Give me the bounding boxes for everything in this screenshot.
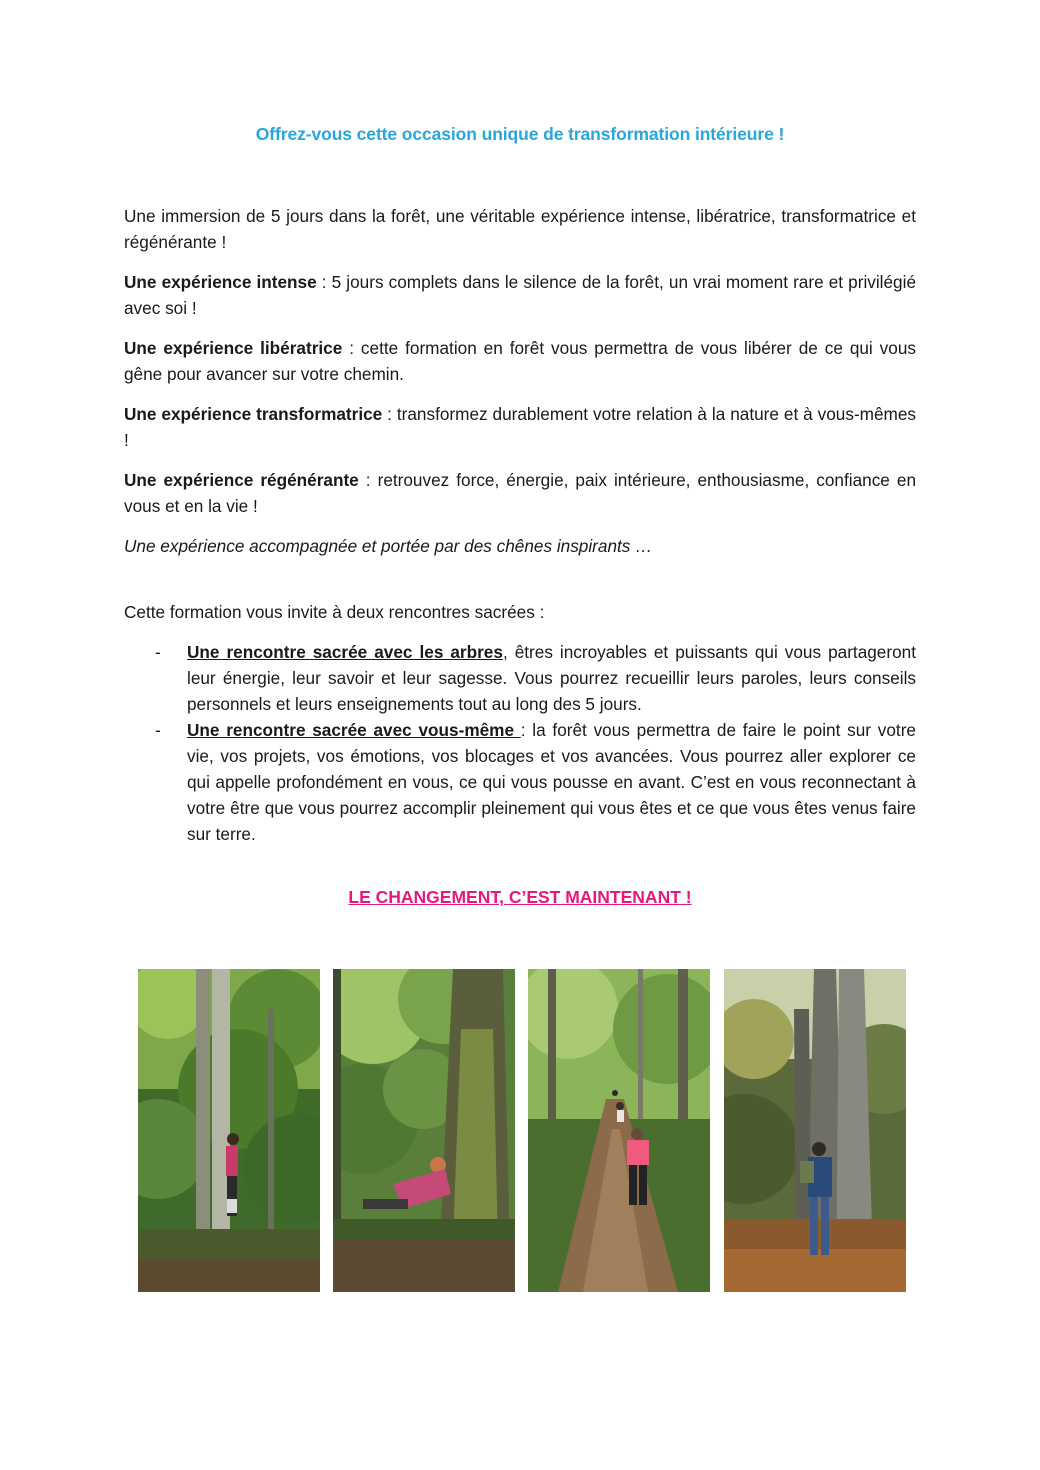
list-dash: - [155,642,161,662]
experience-paragraph-transformatrice [124,401,916,453]
encounter-text: , êtres incroyables et puissants qui vous partageront leur énergie, leur savoir et leur sagesse. Vous pourrez recueillir leurs paroles, leurs conseils personnels et leurs enseignements tout au long des 5 jours. [187,642,916,714]
page-subtitle: LE CHANGEMENT, C’EST MAINTENANT ! [348,887,692,907]
intro-paragraph: Une immersion de 5 jours dans la forêt, une véritable expérience intense, libératrice, transformatrice et régénérante ! [124,206,916,252]
encounters-intro: Cette formation vous invite à deux rencontres sacrées : [124,602,545,622]
encounters-list [124,639,916,847]
photo-strip [138,969,906,1292]
experience-label: Une expérience transformatrice [124,404,383,424]
encounter-label: Une rencontre sacrée avec vous-même [187,720,521,740]
experience-text: : transformez durablement votre relation à la nature et à vous-mêmes ! [124,404,917,450]
list-item [124,717,916,847]
italic-paragraph: Une expérience accompagnée et portée par des chênes inspirants … [124,536,653,556]
page-title: Offrez-vous cette occasion unique de transformation intérieure ! [255,124,785,144]
encounter-text: : la forêt vous permettra de faire le point sur votre vie, vos projets, vos émotions, vos blocages et vos avancées. Vous pourrez aller explorer ce qui appelle profondément en vous, ce qui vous pousse en avant. C’est en vous reconnectant à votre être que vous pourrez accomplir pleinement qui vous êtes et ce que vous êtes venus faire sur terre. [187,720,916,844]
encounter-label: Une rencontre sacrée avec les arbres [187,642,503,662]
experience-label: Une expérience intense [124,272,317,292]
group-walking-forest-path-photo [528,969,710,1292]
experience-paragraph-liberatrice [124,335,916,387]
experience-text: : cette formation en forêt vous permettra de vous libérer de ce qui vous gêne pour avancer sur votre chemin. [124,338,916,384]
experience-paragraph-regenerante [124,467,916,519]
man-hugging-tree-photo [724,969,906,1292]
woman-standing-against-tree-photo [138,969,320,1292]
woman-resting-at-tree-base-photo [333,969,515,1292]
list-dash: - [155,720,161,740]
body-text [124,203,916,847]
experience-label: Une expérience régénérante [124,470,359,490]
list-item [124,639,916,717]
experience-paragraph-intense [124,269,916,321]
experience-label: Une expérience libératrice [124,338,343,358]
experience-text: : 5 jours complets dans le silence de la forêt, un vrai moment rare et privilégié avec soi ! [124,272,916,318]
experience-text: : retrouvez force, énergie, paix intérieure, enthousiasme, confiance en vous et en la vie ! [124,470,916,516]
